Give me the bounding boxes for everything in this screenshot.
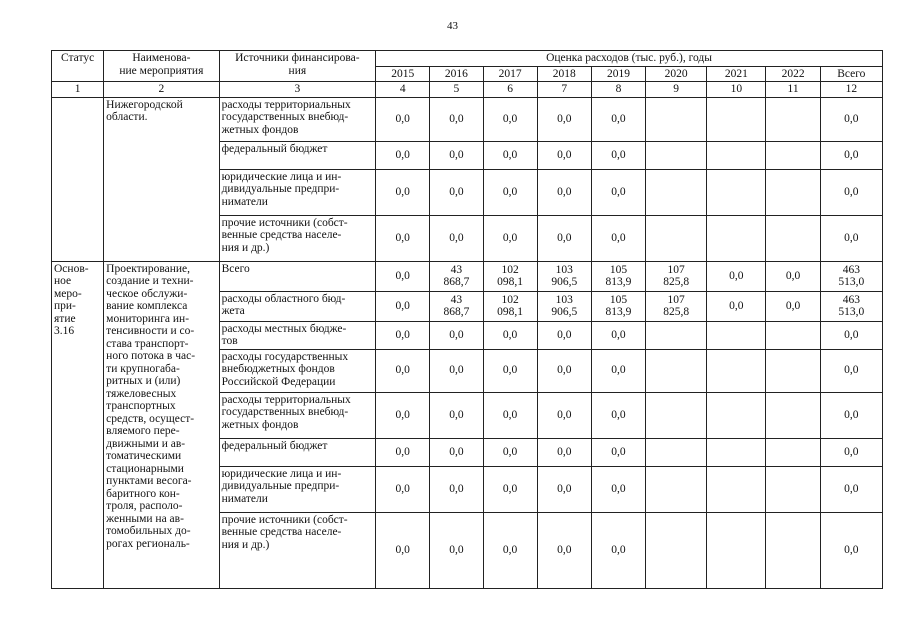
funding-source-cell: юридические лица и ин- дивидуальные предпри- ниматели [219, 169, 376, 215]
value-cell [766, 141, 820, 169]
header-year: 2021 [707, 66, 766, 82]
funding-source-cell: юридические лица и ин- дивидуальные предпри- ниматели [219, 466, 376, 512]
value-cell: 0,0 [537, 438, 591, 466]
value-cell: 0,0 [537, 392, 591, 438]
column-number: 2 [104, 82, 219, 98]
value-cell [707, 169, 766, 215]
value-cell: 0,0 [766, 291, 820, 321]
value-cell: 0,0 [483, 392, 537, 438]
column-number: 12 [820, 82, 882, 98]
value-cell: 0,0 [820, 215, 882, 261]
header-expenses: Оценка расходов (тыс. руб.), годы [376, 51, 883, 67]
funding-source-cell: расходы областного бюд- жета [219, 291, 376, 321]
column-number: 11 [766, 82, 820, 98]
column-number: 8 [591, 82, 645, 98]
value-cell [646, 141, 707, 169]
value-cell [646, 321, 707, 349]
header-status: Статус [52, 51, 104, 82]
value-cell: 0,0 [376, 291, 430, 321]
value-cell [707, 438, 766, 466]
column-number: 6 [483, 82, 537, 98]
value-cell: 102 098,1 [483, 261, 537, 291]
value-cell: 107 825,8 [646, 291, 707, 321]
value-cell: 463 513,0 [820, 291, 882, 321]
value-cell: 0,0 [483, 215, 537, 261]
header-year: 2018 [537, 66, 591, 82]
value-cell: 0,0 [430, 169, 483, 215]
value-cell: 0,0 [376, 97, 430, 141]
funding-source-cell: прочие источники (собст- венные средства населе- ния и др.) [219, 215, 376, 261]
funding-source-cell: расходы территориальных государственных внебюд- жетных фондов [219, 392, 376, 438]
value-cell: 0,0 [591, 141, 645, 169]
column-number: 1 [52, 82, 104, 98]
funding-source-cell: федеральный бюджет [219, 438, 376, 466]
value-cell [646, 215, 707, 261]
value-cell: 0,0 [430, 215, 483, 261]
value-cell: 0,0 [430, 438, 483, 466]
value-cell [646, 349, 707, 392]
value-cell: 43 868,7 [430, 291, 483, 321]
value-cell: 0,0 [591, 466, 645, 512]
header-year: Всего [820, 66, 882, 82]
value-cell: 0,0 [537, 141, 591, 169]
value-cell: 0,0 [537, 97, 591, 141]
value-cell: 0,0 [376, 215, 430, 261]
value-cell: 0,0 [430, 466, 483, 512]
value-cell [766, 97, 820, 141]
value-cell [707, 349, 766, 392]
value-cell: 103 906,5 [537, 261, 591, 291]
value-cell: 43 868,7 [430, 261, 483, 291]
value-cell: 0,0 [591, 169, 645, 215]
value-cell: 0,0 [430, 321, 483, 349]
value-cell: 103 906,5 [537, 291, 591, 321]
value-cell: 0,0 [376, 349, 430, 392]
value-cell: 105 813,9 [591, 261, 645, 291]
value-cell: 0,0 [376, 438, 430, 466]
value-cell: 0,0 [591, 392, 645, 438]
value-cell: 0,0 [820, 349, 882, 392]
value-cell: 0,0 [483, 141, 537, 169]
header-name: Наименова- ние мероприятия [104, 51, 219, 82]
header-year: 2020 [646, 66, 707, 82]
funding-source-cell: расходы местных бюдже- тов [219, 321, 376, 349]
value-cell: 102 098,1 [483, 291, 537, 321]
funding-source-cell: прочие источники (собст- венные средства населе- ния и др.) [219, 512, 376, 588]
value-cell: 0,0 [591, 438, 645, 466]
value-cell: 0,0 [483, 169, 537, 215]
value-cell [707, 392, 766, 438]
value-cell: 0,0 [430, 141, 483, 169]
measure-name-cell: Нижегородской области. [104, 97, 219, 261]
value-cell: 0,0 [591, 349, 645, 392]
value-cell: 0,0 [376, 466, 430, 512]
value-cell: 0,0 [376, 169, 430, 215]
value-cell: 0,0 [376, 392, 430, 438]
value-cell [766, 466, 820, 512]
value-cell: 0,0 [376, 512, 430, 588]
column-number: 10 [707, 82, 766, 98]
header-year: 2022 [766, 66, 820, 82]
value-cell: 0,0 [430, 512, 483, 588]
value-cell: 0,0 [483, 349, 537, 392]
value-cell: 0,0 [483, 466, 537, 512]
value-cell [707, 321, 766, 349]
value-cell: 0,0 [707, 261, 766, 291]
value-cell: 0,0 [537, 512, 591, 588]
value-cell: 463 513,0 [820, 261, 882, 291]
value-cell [766, 392, 820, 438]
value-cell: 0,0 [591, 97, 645, 141]
value-cell [766, 215, 820, 261]
value-cell [646, 392, 707, 438]
value-cell [707, 512, 766, 588]
table-row [52, 261, 883, 291]
funding-source-cell: федеральный бюджет [219, 141, 376, 169]
value-cell: 0,0 [591, 215, 645, 261]
value-cell: 0,0 [430, 349, 483, 392]
column-number: 4 [376, 82, 430, 98]
value-cell [646, 169, 707, 215]
value-cell [646, 512, 707, 588]
value-cell [646, 438, 707, 466]
value-cell [766, 169, 820, 215]
value-cell: 0,0 [820, 141, 882, 169]
header-sources: Источники финансирова- ния [219, 51, 376, 82]
value-cell [646, 466, 707, 512]
header-year: 2015 [376, 66, 430, 82]
value-cell: 0,0 [537, 169, 591, 215]
value-cell: 0,0 [820, 438, 882, 466]
value-cell: 0,0 [483, 97, 537, 141]
value-cell: 0,0 [707, 291, 766, 321]
value-cell [646, 97, 707, 141]
column-number: 3 [219, 82, 376, 98]
value-cell [766, 438, 820, 466]
value-cell: 0,0 [591, 321, 645, 349]
value-cell: 0,0 [591, 512, 645, 588]
value-cell: 0,0 [376, 321, 430, 349]
value-cell: 0,0 [483, 438, 537, 466]
value-cell: 0,0 [537, 321, 591, 349]
value-cell: 105 813,9 [591, 291, 645, 321]
value-cell: 0,0 [820, 169, 882, 215]
value-cell: 0,0 [537, 466, 591, 512]
value-cell: 0,0 [537, 349, 591, 392]
value-cell: 0,0 [376, 261, 430, 291]
budget-table [51, 50, 883, 589]
value-cell [707, 141, 766, 169]
column-number: 9 [646, 82, 707, 98]
value-cell [707, 97, 766, 141]
value-cell: 0,0 [430, 97, 483, 141]
value-cell: 0,0 [483, 321, 537, 349]
page-number: 43 [447, 20, 458, 32]
value-cell: 0,0 [820, 392, 882, 438]
value-cell: 0,0 [483, 512, 537, 588]
table-row [52, 97, 883, 141]
value-cell [766, 321, 820, 349]
column-number: 7 [537, 82, 591, 98]
column-number: 5 [430, 82, 483, 98]
value-cell: 0,0 [820, 512, 882, 588]
value-cell [766, 349, 820, 392]
header-year: 2019 [591, 66, 645, 82]
header-year: 2016 [430, 66, 483, 82]
funding-source-cell: Всего [219, 261, 376, 291]
value-cell: 0,0 [376, 141, 430, 169]
funding-source-cell: расходы территориальных государственных внебюд- жетных фондов [219, 97, 376, 141]
value-cell: 0,0 [766, 261, 820, 291]
value-cell: 0,0 [820, 466, 882, 512]
value-cell: 0,0 [820, 97, 882, 141]
value-cell [707, 215, 766, 261]
value-cell [707, 466, 766, 512]
measure-name-cell: Проектирование, создание и техни- ческое обслужи- вание комплекса мониторинга ин- тенсивности и со- става транспорт- ного потока в час- ти крупногаба- ритных и (или) тяжеловесных транспортных средств, осущест- вляемого пере- движными и ав- томатическими стационарными пунктами весога- баритного кон- троля, располо- женными на ав- томобильных до- рогах региональ- [104, 261, 219, 588]
value-cell: 0,0 [430, 392, 483, 438]
funding-source-cell: расходы государственных внебюджетных фондов Российской Федерации [219, 349, 376, 392]
value-cell: 0,0 [537, 215, 591, 261]
header-year: 2017 [483, 66, 537, 82]
status-cell [52, 97, 104, 261]
value-cell: 107 825,8 [646, 261, 707, 291]
value-cell: 0,0 [820, 321, 882, 349]
status-cell: Основ- ное меро- при- ятие 3.16 [52, 261, 104, 588]
value-cell [766, 512, 820, 588]
